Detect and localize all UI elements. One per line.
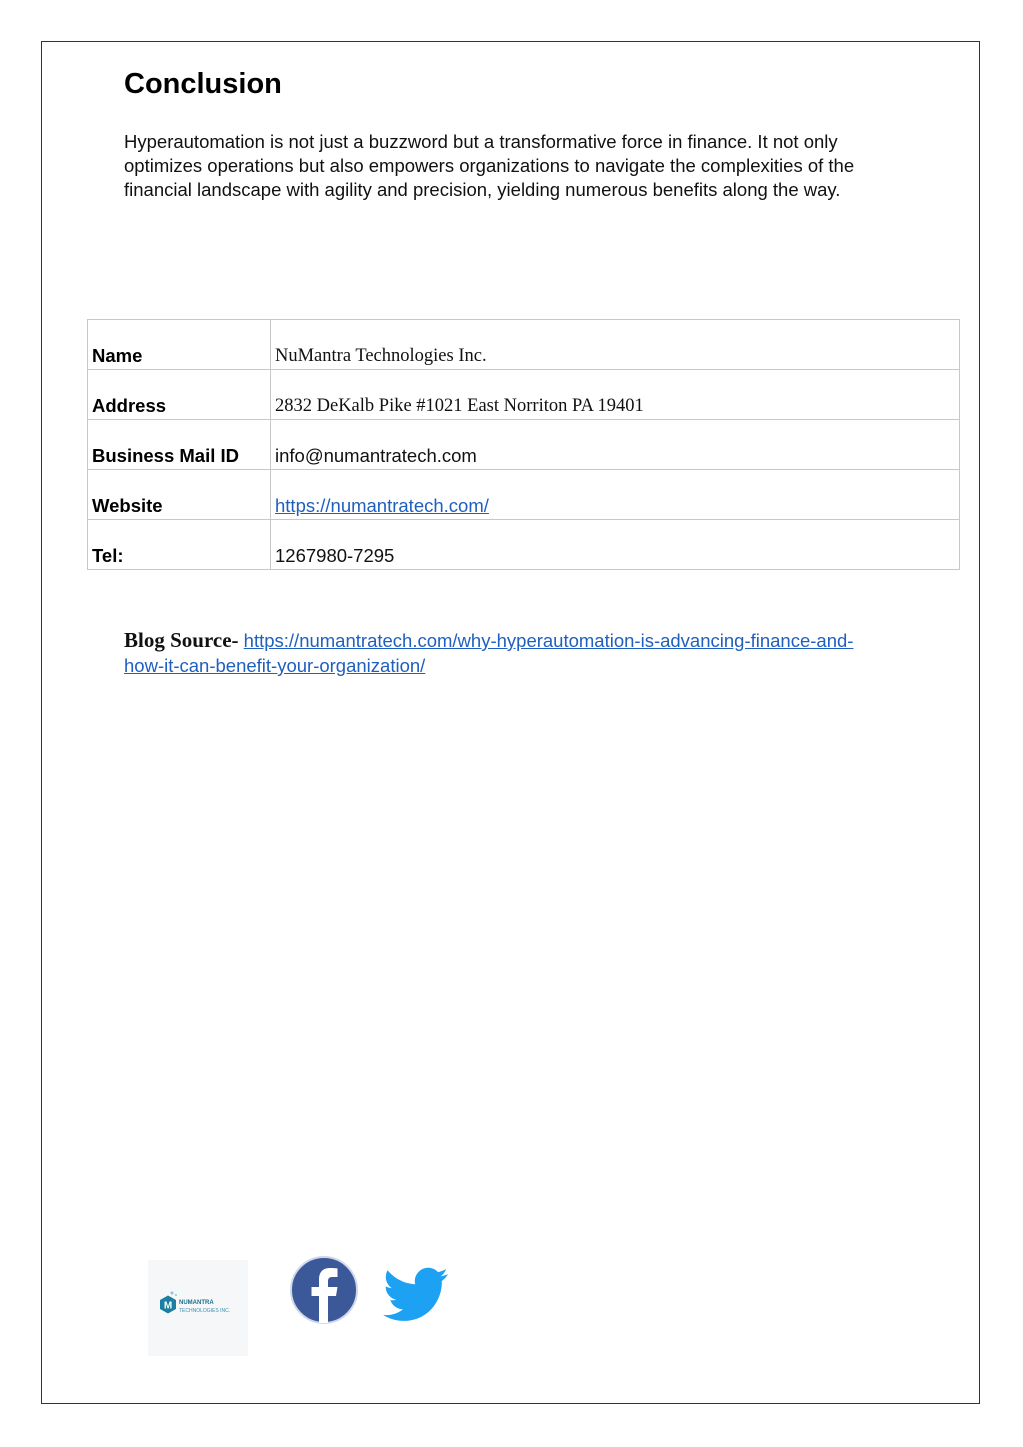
numantra-logo-name: NUMANTRA <box>179 1300 214 1306</box>
website-link[interactable]: https://numantratech.com/ <box>275 495 489 516</box>
contact-table <box>87 319 960 570</box>
table-row <box>88 470 960 520</box>
blog-source <box>124 628 884 678</box>
tel-value: 1267980-7295 <box>271 520 960 570</box>
twitter-icon[interactable] <box>380 1252 450 1337</box>
page-border <box>41 41 980 1404</box>
logo-strip <box>148 1252 468 1360</box>
blog-source-label: Blog Source- <box>124 628 239 652</box>
business-mail-value: info@numantratech.com <box>271 420 960 470</box>
name-label: Name <box>88 320 271 370</box>
address-value: 2832 DeKalb Pike #1021 East Norriton PA 19401 <box>271 370 960 420</box>
address-label: Address <box>88 370 271 420</box>
name-value: NuMantra Technologies Inc. <box>271 320 960 370</box>
table-row <box>88 370 960 420</box>
numantra-logo-mark: M <box>163 1300 173 1312</box>
numantra-logo-icon[interactable] <box>148 1260 248 1356</box>
table-row <box>88 420 960 470</box>
page-title: Conclusion <box>124 68 282 100</box>
tel-label: Tel: <box>88 520 271 570</box>
table-row <box>88 520 960 570</box>
blog-source-link[interactable]: https://numantratech.com/why-hyperautomation-is-advancing-finance-and-how-it-can-benefit-your-organization/ <box>124 630 854 676</box>
website-label: Website <box>88 470 271 520</box>
numantra-logo-subtitle: TECHNOLOGIES INC. <box>179 1308 231 1314</box>
business-mail-label: Business Mail ID <box>88 420 271 470</box>
conclusion-paragraph: Hyperautomation is not just a buzzword but a transformative force in finance. It not only optimizes operations but also empowers organizations to navigate the complexities of the financial landscape with agility and precision, yielding numerous benefits along the way. <box>124 131 855 200</box>
facebook-icon[interactable] <box>289 1252 359 1335</box>
table-row <box>88 320 960 370</box>
